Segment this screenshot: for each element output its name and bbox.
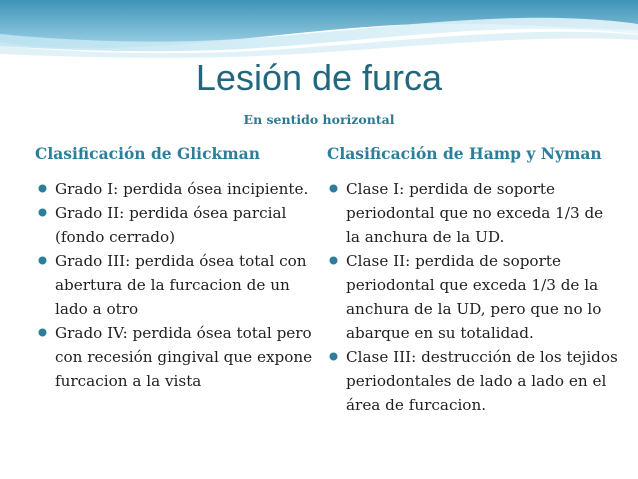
list-item-text: Clase II: perdida de soporte periodontal que exceda 1/3 de la anchura de la UD, pero que no lo abarque en su totalidad. [346,252,602,342]
bullet-icon [38,184,47,193]
list-item [38,249,320,321]
bullet-icon [329,256,338,265]
bullet-icon [329,184,338,193]
hamp-nyman-heading: Clasificación de Hamp y Nyman [327,144,602,163]
list-item [38,321,320,393]
list-item [38,177,320,201]
list-item-text: Clase I: perdida de soporte periodontal que no exceda 1/3 de la anchura de la UD. [346,180,604,246]
bullet-icon [38,328,47,337]
glickman-heading: Clasificación de Glickman [35,144,260,163]
header-wave-banner [0,0,638,58]
list-item [329,177,621,249]
slide-subtitle: En sentido horizontal [243,112,395,127]
list-item-text: Grado I: perdida ósea incipiente. [55,180,309,198]
list-item-text: Grado III: perdida ósea total con abertura de la furcacion de un lado a otro [55,252,307,318]
hamp-nyman-list [329,177,621,417]
list-item [38,201,320,249]
slide-title: Lesión de furca [195,57,443,98]
list-item-text: Grado II: perdida ósea parcial (fondo cerrado) [55,204,287,246]
bullet-icon [38,256,47,265]
glickman-list [38,177,320,393]
list-item [329,345,621,417]
bullet-icon [38,208,47,217]
list-item [329,249,621,345]
bullet-icon [329,352,338,361]
list-item-text: Grado IV: perdida ósea total pero con recesión gingival que expone furcacion a la vista [55,324,313,390]
list-item-text: Clase III: destrucción de los tejidos periodontales de lado a lado en el área de furcacion. [346,348,618,414]
